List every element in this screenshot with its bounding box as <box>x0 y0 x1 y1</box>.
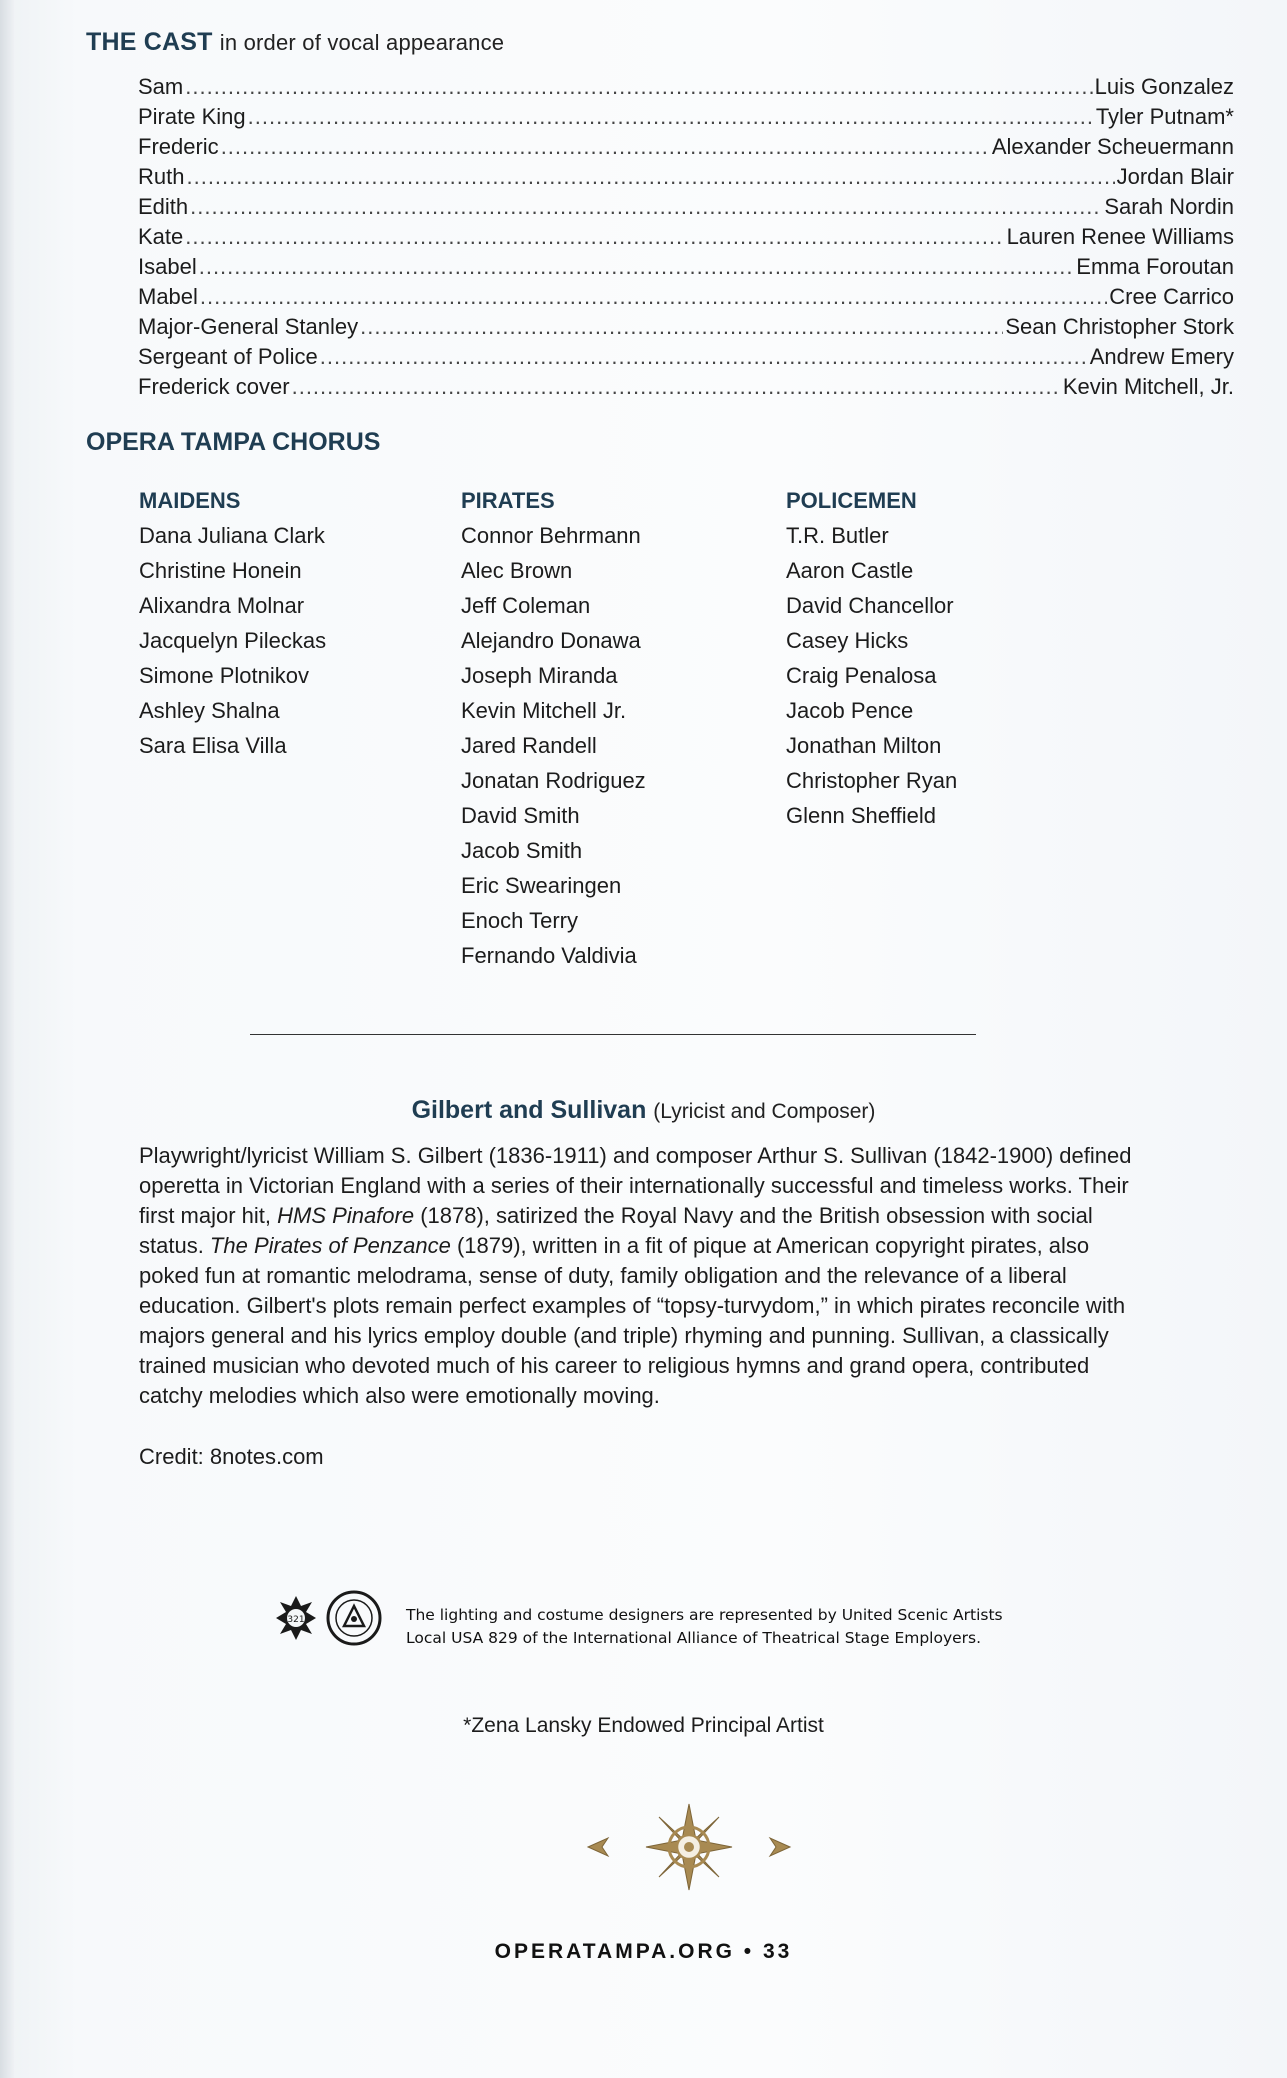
cast-row <box>138 162 1234 192</box>
leader-dots <box>248 102 1094 132</box>
cast-actor: Emma Foroutan <box>1076 254 1234 279</box>
cast-role: Edith <box>138 194 189 219</box>
chorus-title: OPERA TAMPA CHORUS <box>86 428 381 456</box>
list-item: Jacob Smith <box>461 838 583 863</box>
cast-row <box>138 342 1234 372</box>
pirates-heading: PIRATES <box>461 488 555 513</box>
section-divider <box>250 1034 976 1035</box>
cast-role: Mabel <box>138 284 198 309</box>
list-item: Enoch Terry <box>461 908 578 933</box>
gs-work-title: The Pirates of Penzance <box>209 1233 451 1258</box>
list-item: Dana Juliana Clark <box>139 523 325 548</box>
gs-heading <box>0 1096 1287 1125</box>
cast-role: Isabel <box>138 254 197 279</box>
list-item: Fernando Valdivia <box>461 943 637 968</box>
cast-actor: Tyler Putnam* <box>1095 104 1234 129</box>
list-item: Christine Honein <box>139 558 302 583</box>
cast-actor: Lauren Renee Williams <box>1006 224 1234 249</box>
list-item: Jared Randell <box>461 733 597 758</box>
gs-credit: Credit: 8notes.com <box>139 1444 324 1469</box>
cast-heading <box>86 28 504 57</box>
list-item: Joseph Miranda <box>461 663 618 688</box>
list-item: Christopher Ryan <box>786 768 958 793</box>
gs-body-text: (1878), satirized the Royal Navy and the British obsession with social status. <box>139 1203 1093 1258</box>
cast-row <box>138 372 1234 402</box>
leader-dots <box>199 252 1075 282</box>
leader-dots <box>360 312 1003 342</box>
cast-role: Frederic <box>138 134 219 159</box>
cast-actor: Jordan Blair <box>1116 164 1234 189</box>
maidens-heading: MAIDENS <box>139 488 241 513</box>
cast-actor: Cree Carrico <box>1109 284 1234 309</box>
leader-dots <box>320 342 1088 372</box>
list-item: Aaron Castle <box>786 558 914 583</box>
page-footer: OPERATAMPA.ORG • 33 <box>494 1940 793 1963</box>
leader-dots <box>190 192 1102 222</box>
gs-work-title: HMS Pinafore <box>277 1203 415 1228</box>
list-item: Kevin Mitchell Jr. <box>461 698 627 723</box>
cast-role: Frederick cover <box>138 374 290 399</box>
leader-dots <box>221 132 990 162</box>
cast-row <box>138 132 1234 162</box>
cast-row <box>138 192 1234 222</box>
bleed-through-decoration <box>1060 30 1061 31</box>
page-spine <box>0 0 14 2078</box>
maidens-column <box>139 484 326 763</box>
union-seal-icon <box>328 1592 380 1644</box>
gs-role: (Lyricist and Composer) <box>653 1100 876 1123</box>
cast-row <box>138 102 1234 132</box>
union-line: Local USA 829 of the International Alliance of Theatrical Stage Employers. <box>406 1629 982 1647</box>
list-item: Alixandra Molnar <box>139 593 305 618</box>
list-item: Alejandro Donawa <box>461 628 641 653</box>
compass-rose-icon <box>582 1802 796 1892</box>
list-item: Simone Plotnikov <box>139 663 309 688</box>
leader-dots <box>186 162 1114 192</box>
leader-dots <box>185 72 1092 102</box>
cast-actor: Sarah Nordin <box>1104 194 1234 219</box>
cast-title: THE CAST <box>86 28 213 56</box>
list-item: Glenn Sheffield <box>786 803 937 828</box>
cast-row <box>138 282 1234 312</box>
cast-actor: Andrew Emery <box>1089 344 1234 369</box>
cast-role: Major-General Stanley <box>138 314 359 339</box>
list-item: Connor Behrmann <box>461 523 641 548</box>
gs-body-text: (1879), written in a fit of pique at American copyright pirates, also poked fun at romantic melodrama, sense of duty, family obligation and the relevance of a liberal education. Gilbert's plots remain perfect examples of “topsy-turvydom,” in which pirates reconcile with majors general and his lyrics employ double (and triple) rhyming and punning. Sullivan, a classically trained musician who devoted much of his career to religious hymns and grand opera, contributed catchy melodies which also were emotionally moving. <box>139 1233 1126 1408</box>
list-item: Ashley Shalna <box>139 698 280 723</box>
cast-subtitle: in order of vocal appearance <box>219 30 505 55</box>
list-item: Eric Swearingen <box>461 873 622 898</box>
list-item: David Chancellor <box>786 593 954 618</box>
cast-actor: Alexander Scheuermann <box>991 134 1234 159</box>
list-item: Casey Hicks <box>786 628 909 653</box>
list-item: Jonatan Rodriguez <box>461 768 646 793</box>
gs-body-text: Playwright/lyricist William S. Gilbert (1836-1911) and composer Arthur S. Sullivan (1842-1900) defined operetta in Victorian England with a series of their internationally successful and timeless works. Their first major hit, <box>139 1143 1132 1228</box>
leader-dots <box>200 282 1107 312</box>
list-item: Jonathan Milton <box>786 733 942 758</box>
union-notice <box>406 1604 1003 1650</box>
union-logos <box>268 1588 398 1648</box>
list-item: Sara Elisa Villa <box>139 733 287 758</box>
policemen-column <box>786 484 957 833</box>
leader-dots <box>185 222 1004 252</box>
cast-actor: Kevin Mitchell, Jr. <box>1062 374 1234 399</box>
union-line: The lighting and costume designers are represented by United Scenic Artists <box>406 1606 1003 1624</box>
iatse-bug-icon <box>276 1596 316 1640</box>
cast-actor: Luis Gonzalez <box>1094 74 1234 99</box>
cast-role: Pirate King <box>138 104 246 129</box>
cast-list <box>138 72 1234 402</box>
list-item: Jacob Pence <box>786 698 914 723</box>
cast-actor: Sean Christopher Stork <box>1005 314 1234 339</box>
endowed-note: *Zena Lansky Endowed Principal Artist <box>463 1714 824 1737</box>
list-item: Alec Brown <box>461 558 573 583</box>
list-item: Craig Penalosa <box>786 663 937 688</box>
cast-role: Sam <box>138 74 184 99</box>
cast-row <box>138 222 1234 252</box>
pirates-column <box>461 484 646 973</box>
cast-row <box>138 312 1234 342</box>
policemen-heading: POLICEMEN <box>786 488 917 513</box>
cast-role: Kate <box>138 224 184 249</box>
list-item: Jacquelyn Pileckas <box>139 628 327 653</box>
cast-row <box>138 252 1234 282</box>
gs-biography <box>139 1141 1139 1411</box>
badge-number: 321 <box>287 1615 305 1625</box>
leader-dots <box>292 372 1061 402</box>
gs-name: Gilbert and Sullivan <box>411 1096 647 1124</box>
cast-role: Sergeant of Police <box>138 344 318 369</box>
cast-row <box>138 72 1234 102</box>
list-item: T.R. Butler <box>786 523 889 548</box>
list-item: Jeff Coleman <box>461 593 591 618</box>
list-item: David Smith <box>461 803 580 828</box>
cast-role: Ruth <box>138 164 185 189</box>
